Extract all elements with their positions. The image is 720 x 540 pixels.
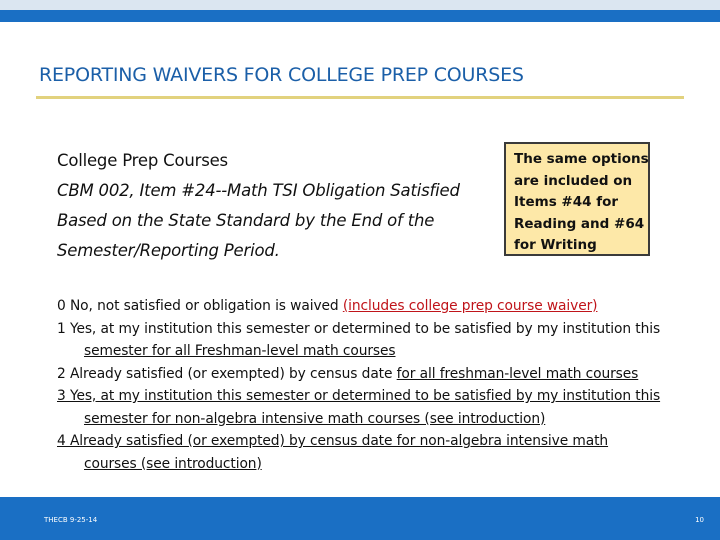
callout-box [504,142,650,256]
footer-source: THECB 9-25-14 [44,516,98,524]
option-2 [57,363,707,386]
option-0-text: 0 No, not satisfied or obligation is waived [57,298,343,314]
option-2-text: 2 Already satisfied (or exempted) by census date [57,365,397,382]
heading-line-4: Semester/Reporting Period. [57,241,280,260]
option-4-continuation: courses (see introduction) [84,455,262,472]
heading-line-3: Based on the State Standard by the End of the [57,211,435,230]
option-2-underlined: for all freshman-level math courses [396,365,639,382]
page-number: 10 [695,516,704,524]
callout-line-1: The same options [514,151,649,167]
callout-line-4: Reading and #64 [514,215,645,232]
option-1: 1 Yes, at my institution this semester or determined to be satisfied by my institution this [57,320,661,337]
option-0 [57,295,707,318]
option-1-continuation: semester for all Freshman-level math courses [84,343,396,359]
option-0-underlined: (includes college prep course waiver) [342,298,598,314]
option-4: 4 Already satisfied (or exempted) by census date for non-algebra intensive math [57,433,609,449]
item-heading-block [57,146,497,266]
top-band [0,0,720,10]
options-list [57,295,707,475]
slide-title: REPORTING WAIVERS FOR COLLEGE PREP COURSES [39,64,524,86]
heading-line-1: College Prep Courses [57,151,228,170]
heading-line-2: CBM 002, Item #24--Math TSI Obligation Satisfied [57,181,460,200]
top-accent-bar [0,10,720,22]
callout-line-2: are included on [514,172,633,189]
option-3-continuation: semester for non-algebra intensive math courses (see introduction) [84,410,546,427]
option-3: 3 Yes, at my institution this semester or determined to be satisfied by my institution this [57,388,661,404]
title-divider [36,96,684,99]
footer-bar [0,497,720,540]
callout-line-3: Items #44 for [514,194,619,210]
callout-line-5: for Writing [514,237,597,253]
